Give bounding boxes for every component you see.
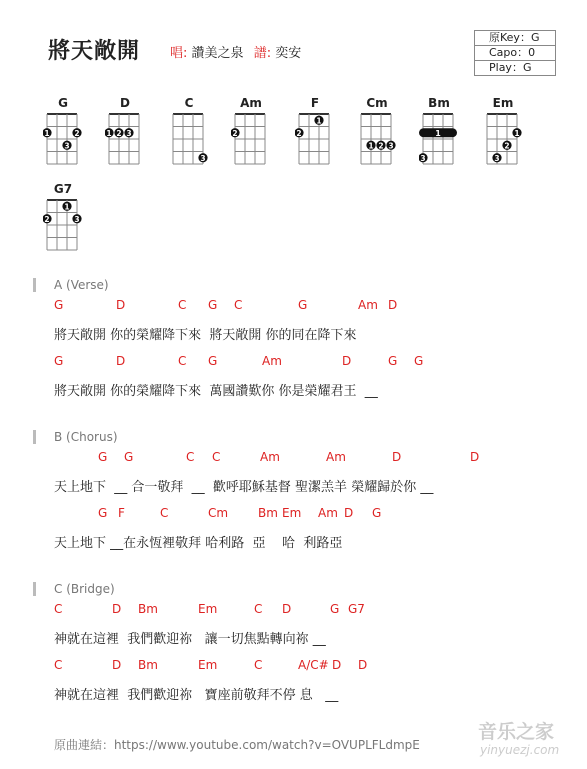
svg-text:yinyuezj.com: yinyuezj.com [480,743,560,757]
svg-text:3: 3 [126,128,132,138]
song-title: 將天敞開 [48,39,141,64]
chord-symbol: D [470,450,480,464]
chord-name: C [184,96,194,110]
chord-symbol: D [282,602,292,616]
play-key: Play：G [489,61,532,74]
chord-symbol: Em [198,658,218,672]
svg-text:2: 2 [296,128,302,138]
svg-text:1: 1 [435,128,441,138]
chord-symbol: G [54,354,64,368]
section-label: C (Bridge) [54,582,115,596]
chord-symbol: C [212,450,221,464]
chord-symbol: C [254,602,263,616]
section-bar [33,430,36,444]
chord-symbol: G [298,298,308,312]
chord-diagram-d [100,96,150,168]
original-key: 原Key：G [475,31,555,46]
section-label: A (Verse) [54,278,109,292]
svg-text:1: 1 [368,141,374,151]
chord-symbol: Am [318,506,338,520]
chord-symbol: C [234,298,243,312]
chord-symbol: Bm [258,506,278,520]
section-bar [33,582,36,596]
chord-symbol: C [186,450,195,464]
svg-text:3: 3 [64,141,70,151]
chord-symbol: D [116,298,126,312]
chord-symbol: D [392,450,402,464]
chord-symbol: C [54,658,63,672]
section-bar [33,278,36,292]
chord-symbol: Am [260,450,280,464]
chord-symbol: G [372,506,382,520]
section-label: B (Chorus) [54,430,118,444]
chord-symbol: G [414,354,424,368]
chord-diagram-f [290,96,340,168]
lyric-line: 天上地下 __ 合一敬拜 __ 歡呼耶穌基督 聖潔羔羊 榮耀歸於你 __ [54,480,434,495]
chord-symbol: Am [358,298,378,312]
chord-symbol: C [178,298,187,312]
chord-diagram-c [164,96,214,168]
chord-symbol: G [208,298,218,312]
chord-symbol: G [98,450,108,464]
svg-text:1: 1 [44,128,50,138]
lyric-line: 神就在這裡 我們歡迎祢 讓一切焦點轉向祢 __ [54,632,326,647]
chord-symbol: D [112,658,122,672]
chord-diagram-em [478,96,528,168]
chord-symbol: G [388,354,398,368]
lyric-line: 神就在這裡 我們歡迎祢 寶座前敬拜不停 息 __ [54,688,339,703]
svg-text:3: 3 [420,153,426,163]
svg-text:3: 3 [388,141,394,151]
svg-text:1: 1 [106,128,112,138]
chord-diagram-g [38,96,88,168]
chord-symbol: Cm [208,506,229,520]
composer-name: 奕安 [275,46,302,61]
svg-text:音乐之家: 音乐之家 [478,721,555,743]
chord-name: Cm [366,96,388,110]
chord-symbol: D [332,658,342,672]
chord-symbol: D [344,506,354,520]
svg-text:3: 3 [494,153,500,163]
lyric-line: 將天敞開 你的榮耀降下來 萬國讚歎你 你是榮耀君王 __ [54,384,378,399]
chord-name: Em [492,96,514,110]
source-link[interactable]: 原曲連結：https://www.youtube.com/watch?v=OVUPLFLdmpE [54,738,420,752]
chord-symbol: C [160,506,169,520]
lyric-line: 天上地下 __在永恆裡敬拜 哈利路 亞 哈 利路亞 [54,536,343,551]
svg-text:2: 2 [74,128,80,138]
chord-diagram-cm [352,96,402,168]
chord-symbol: Em [198,602,218,616]
capo: Capo：0 [475,46,555,61]
svg-text:1: 1 [514,128,520,138]
chord-symbol: Am [326,450,346,464]
chord-symbol: G [330,602,340,616]
chord-name: G [58,96,68,110]
chord-name: Am [240,96,262,110]
chord-symbol: G [98,506,108,520]
chord-diagram-g7 [38,182,88,254]
chord-symbol: D [388,298,398,312]
svg-text:3: 3 [74,214,80,224]
watermark-logo [474,716,580,760]
chord-diagram-am [226,96,276,168]
svg-text:1: 1 [316,116,322,126]
key-info-box [474,30,556,76]
svg-text:2: 2 [504,141,510,151]
chord-symbol: Am [262,354,282,368]
composer-label: 譜: [253,46,272,61]
chord-symbol: D [342,354,352,368]
chord-symbol: A/C# [298,658,329,672]
chord-symbol: G7 [348,602,365,616]
singer-name: 讚美之泉 [191,46,244,61]
chord-name: Bm [428,96,450,110]
chord-symbol: C [178,354,187,368]
singer-label: 唱: [170,46,188,61]
chord-symbol: Em [282,506,302,520]
svg-text:2: 2 [44,214,50,224]
lyric-line: 將天敞開 你的榮耀降下來 將天敞開 你的同在降下來 [54,328,357,343]
chord-name: D [120,96,130,110]
svg-text:2: 2 [232,128,238,138]
chord-name: G7 [53,182,73,196]
chord-symbol: D [116,354,126,368]
chord-symbol: Bm [138,602,158,616]
svg-text:1: 1 [64,202,70,212]
singer-meta [170,42,301,61]
chord-symbol: G [208,354,218,368]
chord-symbol: F [118,506,125,520]
chord-symbol: D [358,658,368,672]
chord-symbol: D [112,602,122,616]
svg-text:2: 2 [116,128,122,138]
chord-symbol: G [54,298,64,312]
svg-text:3: 3 [200,153,206,163]
chord-name: F [310,96,320,110]
chord-symbol: Bm [138,658,158,672]
chord-symbol: C [254,658,263,672]
chord-symbol: G [124,450,134,464]
chord-diagram-bm [414,96,464,168]
svg-text:2: 2 [378,141,384,151]
chord-symbol: C [54,602,63,616]
